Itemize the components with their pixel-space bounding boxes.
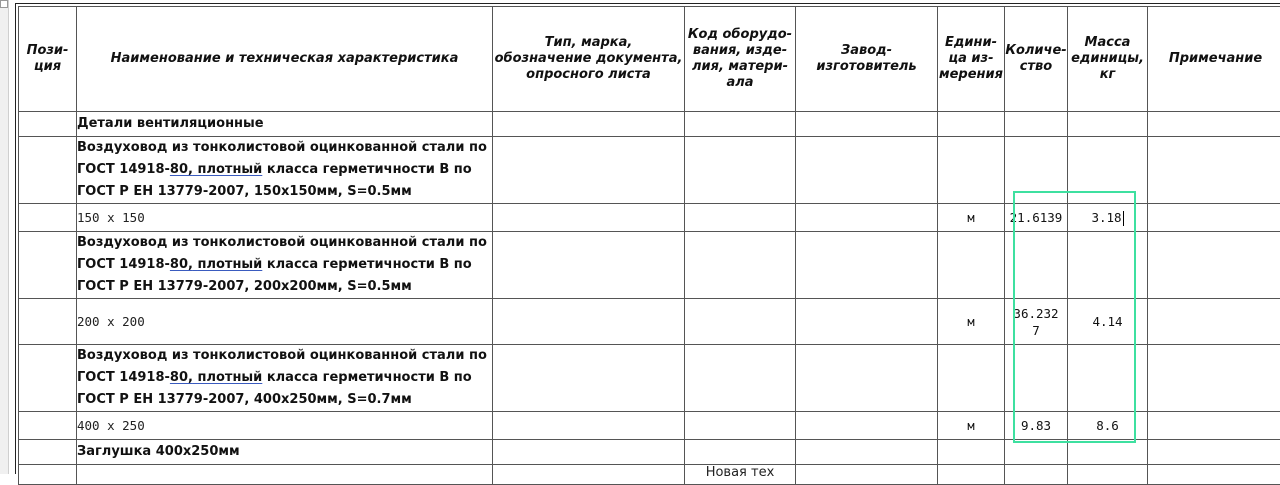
spec-sheet — [15, 0, 1280, 474]
cell-unit[interactable] — [938, 465, 1005, 485]
item-size[interactable]: 400 x 250 — [77, 412, 493, 440]
cell-position[interactable] — [19, 345, 77, 412]
section-title[interactable]: Детали вентиляционные — [77, 112, 493, 137]
cell-note[interactable] — [1148, 232, 1280, 299]
cell-position[interactable] — [19, 299, 77, 345]
item-name[interactable]: Заглушка 400x250мм — [77, 440, 493, 465]
cell-note[interactable] — [1148, 345, 1280, 412]
item-mass[interactable]: 4.14 — [1068, 299, 1148, 345]
cell-note[interactable] — [1148, 112, 1280, 137]
cell-manufacturer[interactable] — [796, 112, 938, 137]
cell-mass[interactable] — [1068, 345, 1148, 412]
spell-underline: 80, — [170, 257, 193, 272]
cell-manufacturer[interactable] — [796, 345, 938, 412]
spell-underline: плотный — [197, 257, 262, 272]
cell-type[interactable] — [493, 465, 685, 485]
spell-underline: 80, — [170, 370, 193, 385]
item-description-row[interactable] — [19, 345, 1280, 412]
cell-manufacturer[interactable] — [796, 440, 938, 465]
cell-position[interactable] — [19, 137, 77, 204]
cell-type[interactable] — [493, 137, 685, 204]
item-unit[interactable]: м — [938, 204, 1005, 232]
spell-underline: плотный — [197, 162, 262, 177]
window-left-edge — [0, 0, 9, 474]
cell-type[interactable] — [493, 232, 685, 299]
cell-mass[interactable] — [1068, 465, 1148, 485]
cell-type[interactable] — [493, 345, 685, 412]
cell-manufacturer[interactable] — [796, 465, 938, 485]
cell-position[interactable] — [19, 440, 77, 465]
cell-code[interactable] — [685, 112, 796, 137]
cell-code[interactable] — [685, 232, 796, 299]
header-unit: Едини- ца из- мерения — [938, 7, 1005, 112]
sheet-left-border — [15, 3, 16, 474]
cell-note[interactable] — [1148, 465, 1280, 485]
cell-type[interactable] — [493, 112, 685, 137]
partial-code-text[interactable]: Новая тех — [685, 465, 796, 485]
cell-manufacturer[interactable] — [796, 412, 938, 440]
cell-manufacturer[interactable] — [796, 204, 938, 232]
cell-name[interactable] — [77, 465, 493, 485]
cell-manufacturer[interactable] — [796, 137, 938, 204]
cell-unit[interactable] — [938, 440, 1005, 465]
header-row — [19, 7, 1280, 112]
desc-line: ГОСТ Р ЕН 13779-2007, 150х150мм, S=0.5мм — [77, 181, 492, 203]
item-description-row[interactable] — [19, 137, 1280, 204]
cell-mass[interactable] — [1068, 112, 1148, 137]
cell-note[interactable] — [1148, 412, 1280, 440]
cell-code[interactable] — [685, 299, 796, 345]
section-row[interactable] — [19, 112, 1280, 137]
cell-code[interactable] — [685, 345, 796, 412]
cell-manufacturer[interactable] — [796, 299, 938, 345]
cell-position[interactable] — [19, 204, 77, 232]
item-size[interactable]: 200 x 200 — [77, 299, 493, 345]
desc-line: ГОСТ Р ЕН 13779-2007, 400х250мм, S=0.7мм — [77, 389, 492, 411]
cell-position[interactable] — [19, 232, 77, 299]
item-quantity[interactable]: 21.6139 — [1005, 204, 1068, 232]
desc-line: Воздуховод из тонколистовой оцинкованной стали по — [77, 232, 492, 254]
cell-quantity[interactable] — [1005, 465, 1068, 485]
header-quantity: Количе- ство — [1005, 7, 1068, 112]
cell-code[interactable] — [685, 412, 796, 440]
item-row[interactable] — [19, 440, 1280, 465]
item-unit[interactable]: м — [938, 412, 1005, 440]
cell-position[interactable] — [19, 112, 77, 137]
cell-code[interactable] — [685, 204, 796, 232]
cell-type[interactable] — [493, 204, 685, 232]
item-description[interactable] — [77, 137, 493, 204]
cell-code[interactable] — [685, 137, 796, 204]
item-description-row[interactable] — [19, 232, 1280, 299]
desc-line: ГОСТ 14918-80, плотный класса герметичности В по — [77, 254, 492, 276]
cell-unit[interactable] — [938, 112, 1005, 137]
item-description[interactable] — [77, 345, 493, 412]
cell-position[interactable] — [19, 465, 77, 485]
item-mass[interactable]: 3.18 — [1068, 204, 1148, 232]
cell-position[interactable] — [19, 412, 77, 440]
cell-type[interactable] — [493, 440, 685, 465]
text-cursor — [1123, 211, 1124, 226]
item-size-row[interactable] — [19, 204, 1280, 232]
header-name: Наименование и техническая характеристика — [77, 7, 493, 112]
spell-underline: 80, — [170, 162, 193, 177]
corner-marker — [0, 0, 8, 8]
specification-table — [18, 6, 1280, 485]
item-unit[interactable]: м — [938, 299, 1005, 345]
cell-quantity[interactable] — [1005, 345, 1068, 412]
item-quantity[interactable]: 36.232 7 — [1005, 299, 1068, 345]
cell-note[interactable] — [1148, 440, 1280, 465]
cell-note[interactable] — [1148, 204, 1280, 232]
spell-underline: плотный — [197, 370, 262, 385]
cell-type[interactable] — [493, 412, 685, 440]
cell-mass[interactable] — [1068, 232, 1148, 299]
cell-quantity[interactable] — [1005, 232, 1068, 299]
cell-code[interactable] — [685, 440, 796, 465]
cell-unit[interactable] — [938, 345, 1005, 412]
header-manufacturer: Завод- изготовитель — [796, 7, 938, 112]
cell-unit[interactable] — [938, 232, 1005, 299]
item-description[interactable] — [77, 232, 493, 299]
header-mass: Масса единицы, кг — [1068, 7, 1148, 112]
cell-quantity[interactable] — [1005, 440, 1068, 465]
item-mass[interactable]: 8.6 — [1068, 412, 1148, 440]
item-size-row[interactable] — [19, 299, 1280, 345]
header-note: Примечание — [1148, 7, 1280, 112]
desc-line: ГОСТ Р ЕН 13779-2007, 200х200мм, S=0.5мм — [77, 276, 492, 298]
desc-line: ГОСТ 14918-80, плотный класса герметичности В по — [77, 159, 492, 181]
header-type: Тип, марка, обозначение документа, опросного листа — [493, 7, 685, 112]
cell-unit[interactable] — [938, 137, 1005, 204]
cell-quantity[interactable] — [1005, 112, 1068, 137]
item-quantity[interactable]: 9.83 — [1005, 412, 1068, 440]
cell-note[interactable] — [1148, 299, 1280, 345]
sheet-top-border — [15, 3, 1280, 4]
cell-manufacturer[interactable] — [796, 232, 938, 299]
item-size[interactable]: 150 x 150 — [77, 204, 493, 232]
header-position: Пози- ция — [19, 7, 77, 112]
partial-row[interactable] — [19, 465, 1280, 485]
item-size-row[interactable] — [19, 412, 1280, 440]
header-code: Код оборудо- вания, изде- лия, матери- ала — [685, 7, 796, 112]
desc-line: ГОСТ 14918-80, плотный класса герметичности В по — [77, 367, 492, 389]
cell-note[interactable] — [1148, 137, 1280, 204]
cell-type[interactable] — [493, 299, 685, 345]
desc-line: Воздуховод из тонколистовой оцинкованной стали по — [77, 345, 492, 367]
desc-line: Воздуховод из тонколистовой оцинкованной стали по — [77, 137, 492, 159]
cell-mass[interactable] — [1068, 440, 1148, 465]
cell-mass[interactable] — [1068, 137, 1148, 204]
cell-quantity[interactable] — [1005, 137, 1068, 204]
